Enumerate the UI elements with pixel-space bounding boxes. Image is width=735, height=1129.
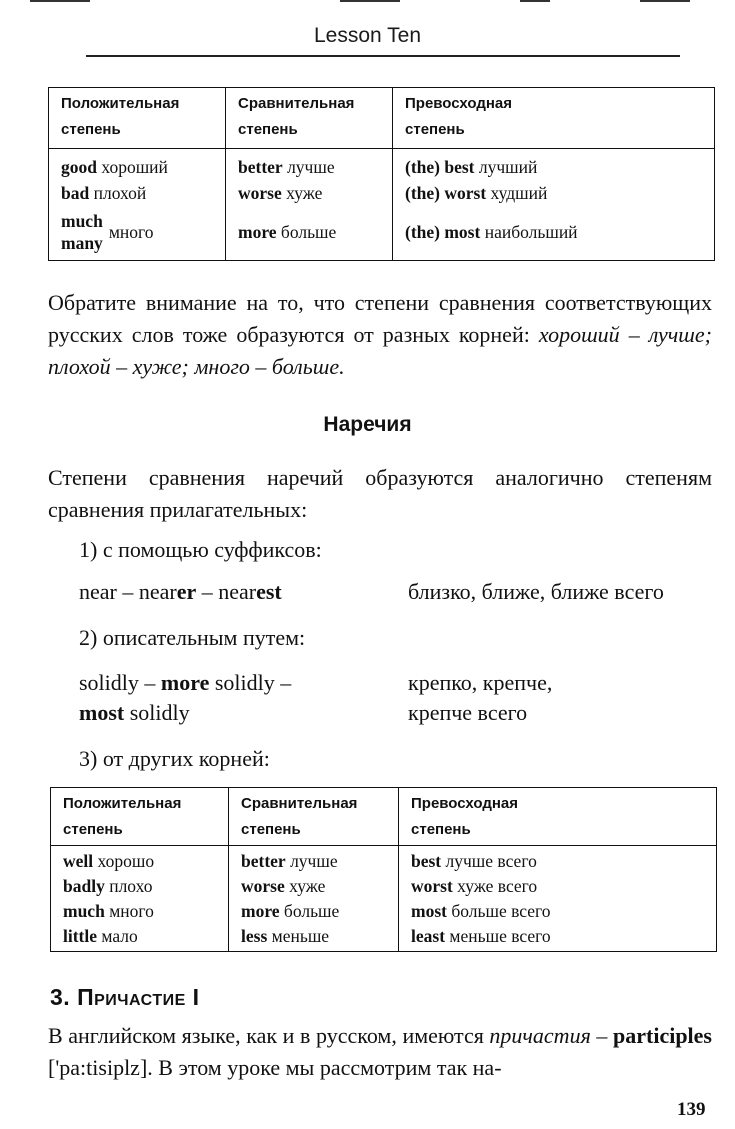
example-russian: близко, ближе, ближе всего bbox=[408, 579, 664, 604]
table-cell bbox=[229, 846, 399, 952]
word-pair: (the) best лучший bbox=[405, 157, 538, 177]
column-header: Сравнительная степень bbox=[226, 88, 393, 149]
table-cell bbox=[399, 846, 717, 952]
table-row bbox=[51, 846, 717, 952]
word-pair: most больше всего bbox=[411, 901, 551, 921]
top-scan-rule bbox=[30, 0, 90, 2]
word-pair: less меньше bbox=[241, 926, 330, 946]
column-header: Превосходная степень bbox=[399, 788, 717, 846]
word-pair: worst хуже всего bbox=[411, 876, 538, 896]
table-row bbox=[49, 149, 715, 261]
section-heading-participle: 3. Причастие I bbox=[50, 984, 200, 1010]
table-header-row bbox=[49, 88, 715, 149]
word-pair: good хороший bbox=[61, 157, 168, 177]
example-russian: крепко, крепче, крепче всего bbox=[408, 670, 553, 725]
word-pair: worse хуже bbox=[241, 876, 326, 896]
word-pair: least меньше всего bbox=[411, 926, 551, 946]
top-scan-rule bbox=[520, 0, 550, 2]
example-english: near – nearer – nearest bbox=[79, 579, 282, 604]
word-pair: bad плохой bbox=[61, 183, 147, 203]
adjective-degrees-table bbox=[48, 87, 715, 261]
column-header: Сравнительная степень bbox=[229, 788, 399, 846]
word-pair: badly плохо bbox=[63, 876, 153, 896]
table-cell bbox=[393, 149, 715, 261]
table-cell bbox=[226, 149, 393, 261]
word-pair: more больше bbox=[238, 222, 337, 242]
top-scan-rule bbox=[640, 0, 690, 2]
table-cell bbox=[51, 846, 229, 952]
column-header: Положительная степень bbox=[49, 88, 226, 149]
note-paragraph: Обратите внимание на то, что степени сравнения соответствующих русских слов тоже образуются от разных корней: хороший – лучше; плохой – хуже; много – больше. bbox=[48, 290, 712, 379]
word-pair: better лучше bbox=[241, 851, 338, 871]
adverbs-intro: Степени сравнения наречий образуются аналогично степеням сравнения прилагательных: bbox=[48, 465, 712, 522]
example-english: solidly – more solidly – most solidly bbox=[79, 670, 292, 725]
running-header-title: Lesson Ten bbox=[313, 24, 422, 47]
column-header: Положительная степень bbox=[51, 788, 229, 846]
top-scan-rule bbox=[340, 0, 400, 2]
column-header: Превосходная степень bbox=[393, 88, 715, 149]
table-cell bbox=[49, 149, 226, 261]
list-item-label: 1) с помощью суффиксов: bbox=[79, 537, 322, 562]
word-pair: more больше bbox=[241, 901, 340, 921]
note-examples: хороший – лучше; плохой – хуже; много – больше. bbox=[48, 322, 712, 379]
word-pair: better лучше bbox=[238, 157, 335, 177]
word-pair: best лучше всего bbox=[411, 851, 537, 871]
page-number: 139 bbox=[677, 1099, 706, 1120]
word-pair: (the) worst худший bbox=[405, 183, 548, 203]
list-item-label: 3) от других корней: bbox=[79, 746, 270, 771]
section-heading-adverbs: Наречия bbox=[323, 413, 412, 436]
header-rule bbox=[86, 55, 680, 57]
list-item-label: 2) описательным путем: bbox=[79, 625, 306, 650]
word-pair: well хорошо bbox=[63, 851, 155, 871]
word-pair: (the) most наибольший bbox=[405, 222, 578, 242]
word-pair: worse хуже bbox=[238, 183, 323, 203]
adverb-degrees-table bbox=[50, 787, 717, 952]
word-pair: much много bbox=[63, 901, 154, 921]
word-pair: little мало bbox=[63, 926, 138, 946]
stacked-word-pair: much many много bbox=[61, 211, 154, 253]
table-header-row bbox=[51, 788, 717, 846]
participle-paragraph: В английском языке, как и в русском, имеются причастия – participles ['pa:tisiplz]. В этом уроке мы рассмотрим так на- bbox=[48, 1023, 712, 1080]
